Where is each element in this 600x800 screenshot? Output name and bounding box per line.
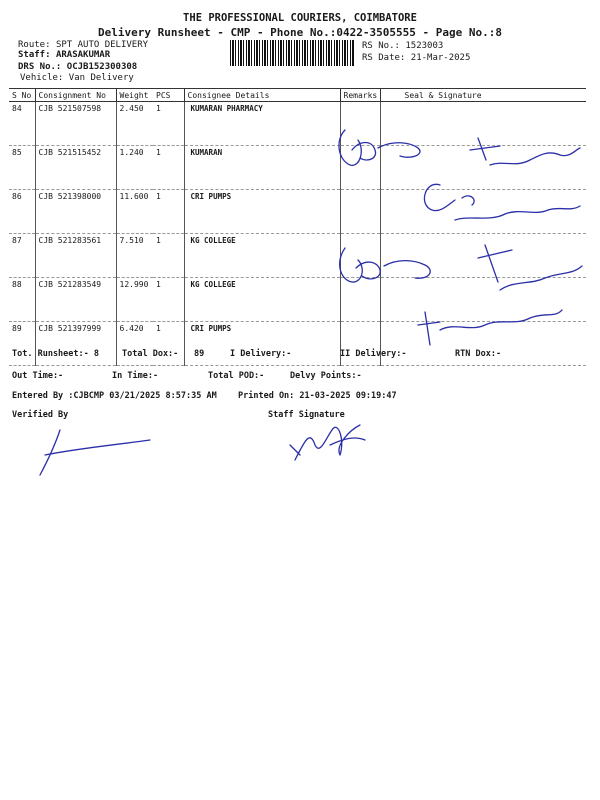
cell-signature	[380, 234, 586, 278]
col-seal-signature: Seal & Signature	[380, 89, 586, 102]
tot-runsheet: Tot. Runsheet:- 8	[12, 349, 99, 359]
route-label: Route:	[18, 40, 51, 50]
cell-weight: 7.510	[116, 234, 153, 278]
cell-sno: 86	[9, 190, 35, 234]
in-time: In Time:-	[112, 371, 159, 381]
cell-remarks	[340, 278, 380, 322]
cell-sno: 89	[9, 322, 35, 366]
cell-consignment: CJB 521397999	[35, 322, 116, 366]
cell-sno: 84	[9, 102, 35, 146]
vehicle-label: Vehicle:	[20, 73, 64, 83]
rs-no-label: RS No.:	[362, 41, 400, 51]
drs-label: DRS No.:	[18, 62, 62, 72]
barcode	[230, 40, 355, 66]
cell-signature	[380, 278, 586, 322]
route-value: SPT AUTO DELIVERY	[55, 40, 149, 50]
cell-pcs: 1	[153, 322, 184, 366]
cell-consignee: KG COLLEGE	[184, 234, 340, 278]
route-line	[18, 40, 148, 50]
cell-consignment: CJB 521398000	[35, 190, 116, 234]
i-delivery: I Delivery:-	[230, 349, 292, 359]
table-row	[9, 102, 586, 146]
col-sno: S No	[9, 89, 35, 102]
total-dox-value: 89	[194, 349, 205, 359]
table-row	[9, 278, 586, 322]
col-weight: Weight	[116, 89, 153, 102]
table-row	[9, 190, 586, 234]
table-header-row	[9, 89, 586, 102]
rs-no-line	[362, 41, 443, 51]
cell-signature	[380, 190, 586, 234]
cell-sno: 87	[9, 234, 35, 278]
rs-date-label: RS Date:	[362, 53, 406, 63]
cell-consignee: CRI PUMPS	[184, 190, 340, 234]
cell-consignee: KUMARAN PHARMACY	[184, 102, 340, 146]
entered-by: Entered By :CJBCMP 03/21/2025 8:57:35 AM	[12, 391, 217, 401]
staff-signature-label: Staff Signature	[268, 410, 345, 420]
cell-remarks	[340, 190, 380, 234]
staff-value: ARASAKUMAR	[55, 50, 111, 60]
drs-value: OCJB152300308	[66, 62, 138, 72]
cell-consignee: KUMARAN	[184, 146, 340, 190]
total-dox-label: Total Dox:-	[122, 349, 179, 359]
cell-consignee: KG COLLEGE	[184, 278, 340, 322]
cell-weight: 6.420	[116, 322, 153, 366]
staff-line	[18, 50, 110, 60]
cell-weight: 11.600	[116, 190, 153, 234]
cell-consignment: CJB 521515452	[35, 146, 116, 190]
rs-no-value: 1523003	[405, 41, 444, 51]
cell-signature	[380, 102, 586, 146]
col-consignment: Consignment No	[35, 89, 116, 102]
table-row	[9, 234, 586, 278]
cell-weight: 1.240	[116, 146, 153, 190]
drs-line	[18, 62, 137, 72]
cell-remarks	[340, 234, 380, 278]
col-consignee: Consignee Details	[184, 89, 340, 102]
cell-pcs: 1	[153, 146, 184, 190]
cell-weight: 2.450	[116, 102, 153, 146]
vehicle-value: Van Delivery	[68, 73, 134, 83]
cell-pcs: 1	[153, 102, 184, 146]
rs-date-line	[362, 53, 470, 63]
cell-pcs: 1	[153, 190, 184, 234]
cell-remarks	[340, 146, 380, 190]
out-time: Out Time:-	[12, 371, 64, 381]
runsheet-subtitle: Delivery Runsheet - CMP - Phone No.:0422-3505555 - Page No.:8	[98, 26, 502, 39]
cell-pcs: 1	[153, 234, 184, 278]
vehicle-line	[20, 73, 134, 83]
ii-delivery: II Delivery:-	[340, 349, 407, 359]
company-title: THE PROFESSIONAL COURIERS, COIMBATORE	[183, 12, 417, 24]
cell-consignment: CJB 521283549	[35, 278, 116, 322]
rs-date-value: 21-Mar-2025	[410, 53, 471, 63]
verified-by: Verified By	[12, 410, 69, 420]
cell-remarks	[340, 102, 380, 146]
staff-label: Staff:	[18, 50, 51, 60]
cell-sno: 85	[9, 146, 35, 190]
cell-consignment: CJB 521507598	[35, 102, 116, 146]
signature-mark	[290, 425, 365, 460]
rtn-dox: RTN Dox:-	[455, 349, 502, 359]
cell-consignment: CJB 521283561	[35, 234, 116, 278]
cell-sno: 88	[9, 278, 35, 322]
delvy-points: Delvy Points:-	[290, 371, 362, 381]
runsheet-table	[9, 88, 586, 366]
printed-on: Printed On: 21-03-2025 09:19:47	[238, 391, 397, 401]
col-pcs: PCS	[153, 89, 184, 102]
total-pod: Total POD:-	[208, 371, 265, 381]
table-row	[9, 146, 586, 190]
cell-signature	[380, 146, 586, 190]
cell-weight: 12.990	[116, 278, 153, 322]
cell-pcs: 1	[153, 278, 184, 322]
cell-consignee: CRI PUMPS	[184, 322, 340, 366]
signature-mark	[40, 430, 150, 475]
col-remarks: Remarks	[340, 89, 380, 102]
